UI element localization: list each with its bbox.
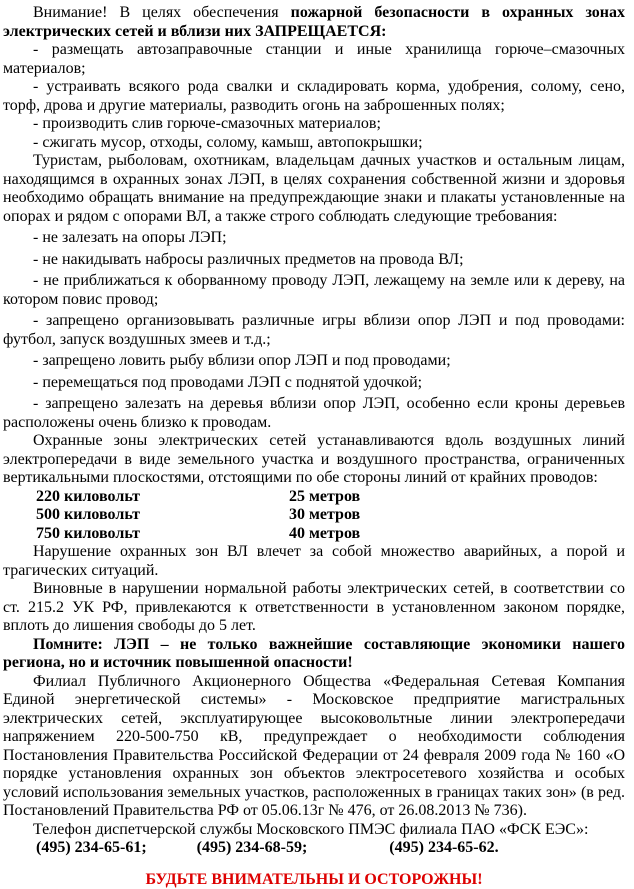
zone-row xyxy=(36,488,625,507)
remember-paragraph: Помните: ЛЭП – не только важнейшие составляющие экономики нашего региона, но и источник повышенной опасности! xyxy=(3,636,625,673)
zone-distance: 25 метров xyxy=(289,488,360,505)
prohibited-item: - сжигать мусор, отходы, солому, камыш, автопокрышки; xyxy=(3,134,625,153)
requirement-item: - запрещено ловить рыбу вблизи опор ЛЭП и под проводами; xyxy=(3,352,625,371)
prohibited-item: - устраивать всякого рода свалки и складировать корма, удобрения, солому, сено, торф, дрова и другие материалы, разводить огонь на заброшенных полях; xyxy=(3,78,625,115)
phone-number: (495) 234-68-59; xyxy=(197,839,308,858)
phone-number: (495) 234-65-61; xyxy=(36,839,147,858)
requirement-item: - перемещаться под проводами ЛЭП с поднятой удочкой; xyxy=(3,374,625,393)
zone-voltage: 750 киловольт xyxy=(36,525,289,544)
intro-bold-text: пожарной безопасности в охранных зонах электрических сетей и вблизи них ЗАПРЕЩАЕТСЯ: xyxy=(3,4,625,40)
liability-paragraph: Виновные в нарушении нормальной работы электрических сетей, в соответствии со ст. 215.2 УК РФ, привлекаются к ответственности в установленном законом порядке, вплоть до лишения свободы до 5 лет. xyxy=(3,580,625,636)
zone-distance: 40 метров xyxy=(289,525,360,542)
intro-normal-text: Внимание! В целях обеспечения xyxy=(33,4,291,21)
tourists-paragraph: Туристам, рыболовам, охотникам, владельцам дачных участков и остальным лицам, находящимся в охранных зонах ЛЭП, в целях сохранения собственной жизни и здоровья необходимо обращать внимание на предупреждающие знаки и плакаты установленные на опорах и рядом с опорами ВЛ, а также строго соблюдать следующие требования: xyxy=(3,152,625,226)
zone-voltage: 500 киловольт xyxy=(36,506,289,525)
requirement-item: - не накидывать набросы различных предметов на провода ВЛ; xyxy=(3,251,625,270)
zone-voltage: 220 киловольт xyxy=(36,488,289,507)
zone-row xyxy=(36,506,625,525)
phone-number: (495) 234-65-62. xyxy=(389,839,498,858)
phone-intro-paragraph: Телефон диспетчерской службы Московского ПМЭС филиала ПАО «ФСК ЕЭС»: xyxy=(3,821,625,840)
requirement-item: - запрещено организовывать различные игры вблизи опор ЛЭП и под проводами: футбол, запуск воздушных змеев и т.д.; xyxy=(3,312,625,349)
footer-warning: БУДЬТЕ ВНИМАТЕЛЬНЫ И ОСТОРОЖНЫ! xyxy=(3,871,625,889)
prohibited-item: - размещать автозаправочные станции и иные хранилища горюче–смазочных материалов; xyxy=(3,41,625,78)
prohibited-item: - производить слив горюче-смазочных материалов; xyxy=(3,115,625,134)
violation-paragraph: Нарушение охранных зон ВЛ влечет за собой множество аварийных, а порой и трагических ситуаций. xyxy=(3,543,625,580)
company-paragraph: Филиал Публичного Акционерного Общества «Федеральная Сетевая Компания Единой энергетической системы» - Московское предприятие магистральных электрических сетей, эксплуатирующее высоковольтные линии электропередачи напряжением 220-500-750 кВ, предупреждает о необходимости соблюдения Постановления Правительства Российской Федерации от 24 февраля 2009 года № 160 «О порядке установления охранных зон объектов электросетевого хозяйства и особых условий использования земельных участков, расположенных в границах таких зон» (в ред. Постановлений Правительства РФ от 05.06.13г № 476, от 26.08.2013 № 736). xyxy=(3,673,625,821)
requirement-item: - не приближаться к оборванному проводу ЛЭП, лежащему на земле или к дереву, на котором повис провод; xyxy=(3,272,625,309)
zones-intro-paragraph: Охранные зоны электрических сетей устанавливаются вдоль воздушных линий электропередачи в виде земельного участка и воздушного пространства, ограниченных вертикальными плоскостями, отстоящими по обе стороны линий от крайних проводов: xyxy=(3,432,625,488)
zone-row xyxy=(36,525,625,544)
requirement-item: - не залезать на опоры ЛЭП; xyxy=(3,229,625,248)
phone-numbers-row xyxy=(3,839,625,858)
requirement-item: - запрещено залезать на деревья вблизи опор ЛЭП, особенно если кроны деревьев расположены очень близко к проводам. xyxy=(3,395,625,432)
zone-distance: 30 метров xyxy=(289,506,360,523)
intro-paragraph xyxy=(3,4,625,41)
zones-table xyxy=(3,488,625,544)
